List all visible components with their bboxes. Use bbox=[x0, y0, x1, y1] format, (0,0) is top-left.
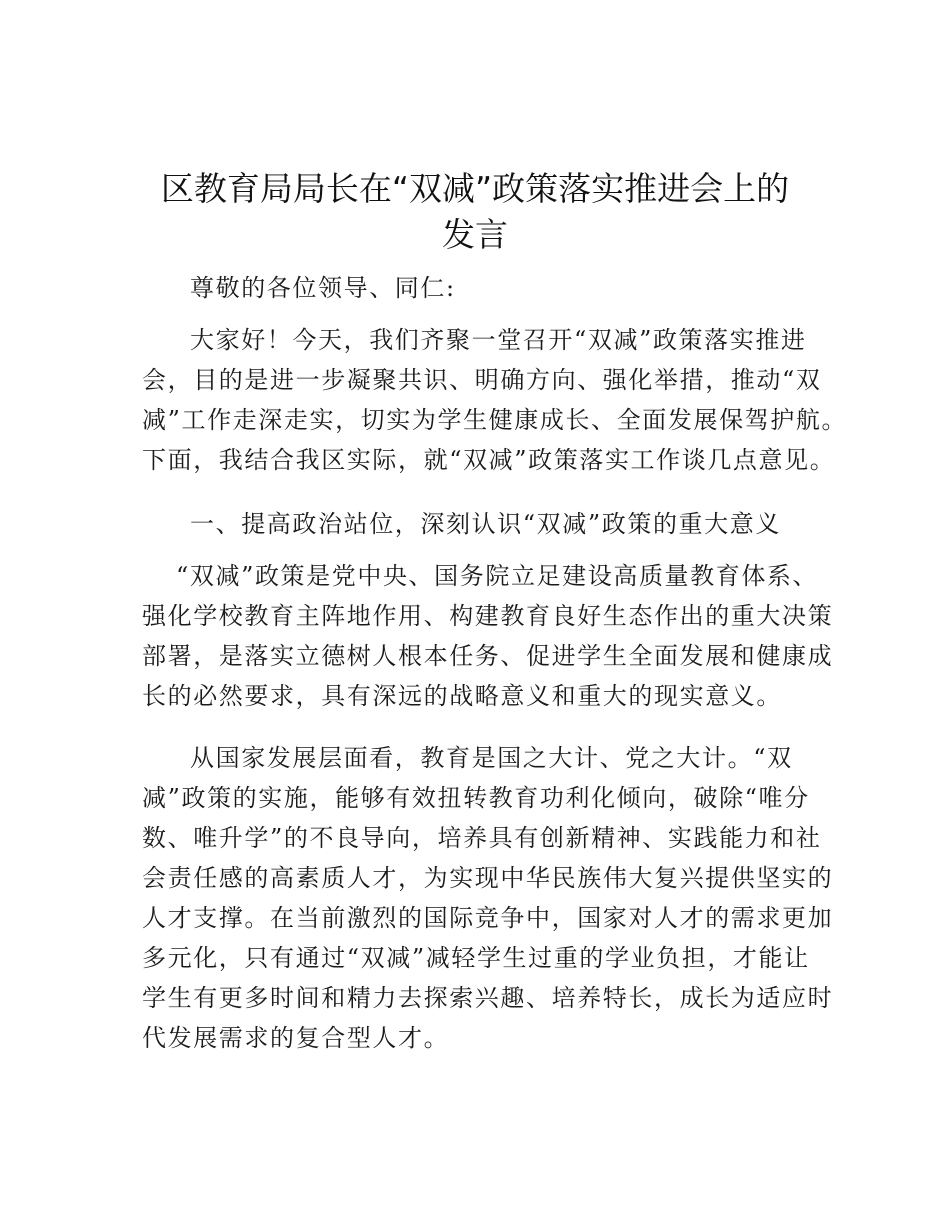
paragraph-line: 大家好！今天，我们齐聚一堂召开“双减”政策落实推进 bbox=[190, 326, 807, 354]
title-line-2: 发言 bbox=[442, 215, 508, 254]
paragraph-significance bbox=[142, 556, 834, 716]
salutation: 尊敬的各位领导、同仁: bbox=[190, 274, 456, 302]
paragraph-line: 部署，是落实立德树人根本任务、促进学生全面发展和健康成 bbox=[142, 642, 834, 670]
paragraph-line: 长的必然要求，具有深远的战略意义和重大的现实意义。 bbox=[142, 682, 782, 710]
title-line-1: 区教育局局长在“双减”政策落实推进会上的 bbox=[160, 169, 790, 208]
paragraph-line: 会责任感的高素质人才，为实现中华民族伟大复兴提供坚实的 bbox=[142, 864, 834, 892]
paragraph-line: 强化学校教育主阵地作用、构建教育良好生态作出的重大决策 bbox=[142, 602, 834, 630]
paragraph-line: 学生有更多时间和精力去探索兴趣、培养特长，成长为适应时 bbox=[142, 984, 834, 1012]
paragraph-line: 减”工作走深走实，切实为学生健康成长、全面发展保驾护航。 bbox=[142, 406, 848, 434]
paragraph-line: 多元化，只有通过“双减”减轻学生过重的学业负担，才能让 bbox=[142, 944, 810, 972]
document-title bbox=[110, 166, 840, 258]
paragraph-line: “双减”政策是党中央、国务院立足建设高质量教育体系、 bbox=[176, 562, 819, 590]
paragraph-line: 数、唯升学”的不良导向，培养具有创新精神、实践能力和社 bbox=[142, 824, 822, 852]
paragraph-line: 减”政策的实施，能够有效扭转教育功利化倾向，破除“唯分 bbox=[142, 784, 810, 812]
paragraph-line: 人才支撑。在当前激烈的国际竞争中，国家对人才的需求更加 bbox=[142, 904, 834, 932]
paragraph-line: 从国家发展层面看，教育是国之大计、党之大计。“双 bbox=[190, 744, 793, 772]
section-heading-1: 一、提高政治站位，深刻认识“双减”政策的重大意义 bbox=[190, 510, 781, 538]
paragraph-line: 下面，我结合我区实际，就“双减”政策落实工作谈几点意见。 bbox=[142, 446, 836, 474]
paragraph-line: 代发展需求的复合型人才。 bbox=[142, 1024, 450, 1052]
paragraph-line: 会，目的是进一步凝聚共识、明确方向、强化举措，推动“双 bbox=[142, 366, 822, 394]
paragraph-national-level bbox=[142, 738, 834, 1058]
paragraph-opening bbox=[142, 320, 848, 480]
